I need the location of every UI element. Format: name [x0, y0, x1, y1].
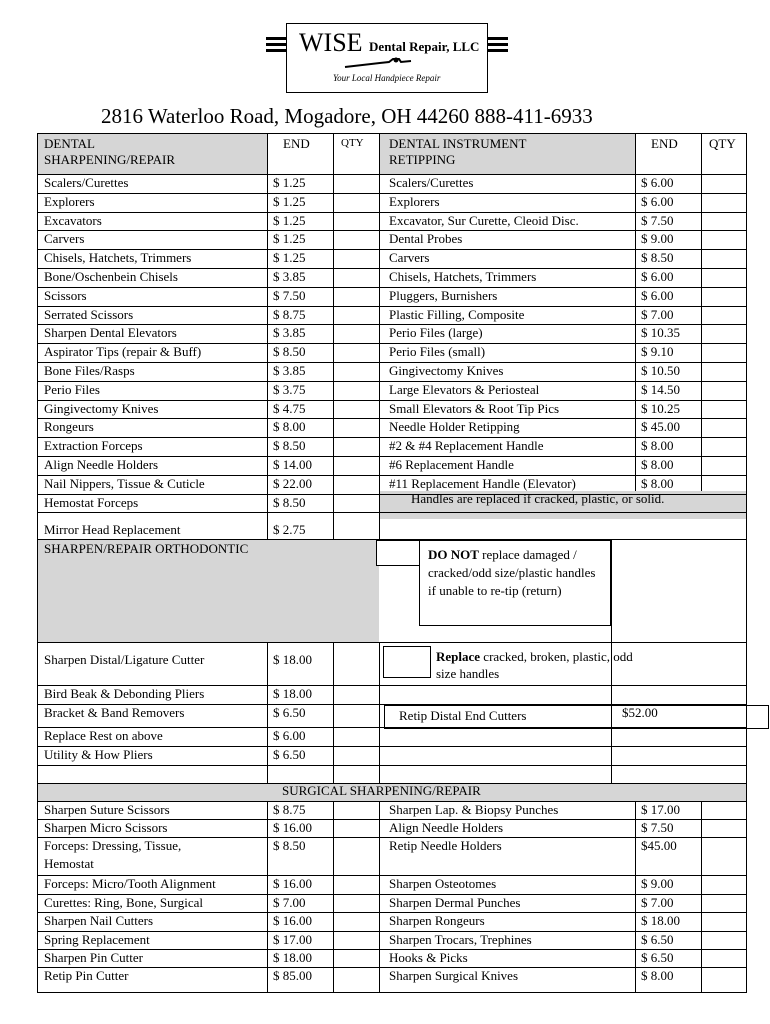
item-name: Bone/Oschenbein Chisels — [44, 269, 178, 284]
item-price: $ 7.00 — [641, 306, 674, 322]
item-name: Bracket & Band Removers — [44, 705, 185, 720]
item-price: $ 3.85 — [273, 269, 306, 284]
item-name: Extraction Forceps — [44, 438, 143, 454]
item-price: $ 8.50 — [273, 344, 306, 360]
item-price: $ 18.00 — [273, 652, 312, 667]
company-address: 2816 Waterloo Road, Mogadore, OH 44260 888-411-6933 — [101, 104, 593, 128]
column-divider — [267, 801, 268, 992]
item-price: $ 14.00 — [273, 457, 312, 472]
column-divider — [333, 801, 334, 992]
item-name: Hemostat — [44, 856, 94, 871]
item-name: Hooks & Picks — [389, 950, 468, 965]
logo-brand: WISE — [299, 28, 363, 57]
item-price: $ 6.00 — [641, 193, 674, 209]
row-divider — [38, 642, 746, 643]
item-price: $ 7.50 — [641, 820, 674, 835]
item-price: $ 4.75 — [273, 400, 306, 416]
item-price: $ 1.25 — [273, 231, 306, 247]
item-price: $45.00 — [641, 838, 677, 853]
item-name: Sharpen Micro Scissors — [44, 820, 168, 835]
item-name: Bird Beak & Debonding Pliers — [44, 686, 205, 701]
item-price: $ 8.50 — [641, 250, 674, 266]
item-name: #2 & #4 Replacement Handle — [389, 438, 544, 454]
logo-bar-left — [266, 49, 288, 52]
item-name: Sharpen Dental Elevators — [44, 325, 177, 341]
item-name: Chisels, Hatchets, Trimmers — [389, 269, 537, 284]
column-divider — [635, 134, 636, 491]
replace-note: Replace cracked, broken, plastic, odd size handles — [436, 649, 633, 681]
item-price: $ 22.00 — [273, 475, 312, 491]
item-price: $ 10.35 — [641, 325, 680, 341]
item-name: Large Elevators & Periosteal — [389, 381, 540, 397]
logo-bar-left — [266, 37, 288, 40]
header-end: END — [283, 136, 310, 151]
item-price: $ 6.50 — [273, 705, 306, 720]
item-name: Nail Nippers, Tissue & Cuticle — [44, 475, 205, 491]
item-name: Retip Distal End Cutters — [399, 708, 527, 723]
item-name: Utility & How Pliers — [44, 747, 153, 762]
checkbox-icon — [383, 646, 431, 678]
item-price: $52.00 — [622, 705, 658, 720]
item-price: $ 45.00 — [641, 419, 680, 435]
item-name: #6 Replacement Handle — [389, 457, 514, 472]
column-divider — [379, 642, 380, 783]
section-title: SHARPEN/REPAIR ORTHODONTIC — [44, 541, 249, 556]
item-price: $ 6.50 — [641, 932, 674, 947]
do-not-label: DO NOT — [428, 547, 479, 562]
item-price: $ 6.00 — [273, 728, 306, 743]
item-name: Perio Files — [44, 381, 100, 397]
item-name: Curettes: Ring, Bone, Surgical — [44, 895, 203, 910]
column-divider — [701, 801, 702, 992]
item-name: Rongeurs — [44, 419, 94, 435]
item-name: Small Elevators & Root Tip Pics — [389, 400, 560, 416]
item-name: Spring Replacement — [44, 932, 150, 947]
item-name: Perio Files (large) — [389, 325, 483, 341]
item-name: Align Needle Holders — [389, 820, 504, 835]
item-name: Sharpen Nail Cutters — [44, 913, 154, 928]
header-left-title: DENTAL — [44, 136, 95, 151]
item-name: Serrated Scissors — [44, 306, 134, 322]
item-name: Perio Files (small) — [389, 344, 486, 360]
item-name: Sharpen Suture Scissors — [44, 802, 170, 817]
item-price: $ 2.75 — [273, 522, 306, 537]
item-price: $ 7.50 — [641, 212, 674, 228]
item-price: $ 8.50 — [273, 838, 306, 853]
item-price: $ 1.25 — [273, 175, 306, 190]
item-name: Scalers/Curettes — [389, 175, 474, 190]
item-price: $ 8.50 — [273, 494, 306, 510]
item-name: Explorers — [389, 193, 440, 209]
item-price: $ 17.00 — [273, 932, 312, 947]
item-name: Forceps: Dressing, Tissue, — [44, 838, 182, 853]
item-price: $ 6.00 — [641, 287, 674, 303]
item-name: Align Needle Holders — [44, 457, 159, 472]
column-divider — [333, 134, 334, 539]
item-name: Plastic Filling, Composite — [389, 306, 525, 322]
column-divider — [379, 801, 380, 992]
item-name: Retip Needle Holders — [389, 838, 502, 853]
column-divider — [379, 134, 380, 539]
item-name: Sharpen Pin Cutter — [44, 950, 143, 965]
price-sheet — [37, 133, 747, 993]
row-divider — [38, 765, 746, 766]
item-price: $ 6.50 — [641, 950, 674, 965]
checkbox-icon — [376, 540, 420, 566]
item-name: Mirror Head Replacement — [44, 522, 181, 537]
item-price: $ 18.00 — [273, 686, 312, 701]
item-price: $ 1.25 — [273, 193, 306, 209]
column-divider — [267, 134, 268, 539]
item-price: $ 9.10 — [641, 344, 674, 360]
item-price: $ 10.25 — [641, 400, 680, 416]
column-divider — [333, 642, 334, 783]
logo-name — [299, 28, 479, 58]
item-price: $ 8.50 — [273, 438, 306, 454]
replace-label: Replace — [436, 649, 481, 664]
header-right-title: DENTAL INSTRUMENT — [389, 136, 527, 151]
item-price: $ 10.50 — [641, 363, 680, 378]
item-name: Carvers — [44, 231, 85, 247]
column-divider — [635, 801, 636, 992]
item-price: $ 17.00 — [641, 802, 680, 817]
item-name: Sharpen Dermal Punches — [389, 895, 521, 910]
item-price: $ 8.75 — [273, 306, 306, 322]
company-logo — [266, 23, 510, 93]
item-price: $ 7.00 — [641, 895, 674, 910]
item-name: Excavator, Sur Curette, Cleoid Disc. — [389, 212, 579, 228]
item-name: Forceps: Micro/Tooth Alignment — [44, 876, 216, 891]
item-name: Gingivectomy Knives — [389, 363, 504, 378]
item-name: Retip Pin Cutter — [44, 968, 129, 983]
item-name: Explorers — [44, 193, 95, 209]
item-price: $ 3.75 — [273, 381, 306, 397]
header-qty: QTY — [341, 137, 364, 149]
item-name: Gingivectomy Knives — [44, 400, 159, 416]
item-name: Sharpen Lap. & Biopsy Punches — [389, 802, 559, 817]
item-name: Sharpen Rongeurs — [389, 913, 485, 928]
item-price: $ 16.00 — [273, 913, 312, 928]
item-name: Dental Probes — [389, 231, 463, 247]
item-price: $ 85.00 — [273, 968, 312, 983]
item-price: $ 8.00 — [641, 457, 674, 472]
item-price: $ 7.00 — [273, 895, 306, 910]
item-price: $ 6.50 — [273, 747, 306, 762]
item-name: Sharpen Distal/Ligature Cutter — [44, 652, 205, 667]
item-name: Scissors — [44, 287, 87, 303]
column-divider — [267, 642, 268, 783]
logo-frame — [286, 23, 488, 93]
item-price: $ 1.25 — [273, 250, 306, 266]
item-name: Replace Rest on above — [44, 728, 163, 743]
item-name: Aspirator Tips (repair & Buff) — [44, 344, 202, 360]
item-price: $ 18.00 — [273, 950, 312, 965]
item-price: $ 8.00 — [641, 438, 674, 454]
do-not-note: DO NOT replace damaged / cracked/odd size/plastic handles if unable to re-tip (return) — [428, 547, 596, 598]
item-name: Sharpen Osteotomes — [389, 876, 497, 891]
logo-bar-left — [266, 43, 288, 46]
item-name: Hemostat Forceps — [44, 494, 139, 510]
item-name: Excavators — [44, 212, 102, 228]
item-price: $ 6.00 — [641, 175, 674, 190]
header-left-title: SHARPENING/REPAIR — [44, 152, 175, 167]
item-name: Pluggers, Burnishers — [389, 287, 498, 303]
item-name: Scalers/Curettes — [44, 175, 129, 190]
header-right-title: RETIPPING — [389, 152, 456, 167]
handpiece-icon — [343, 56, 413, 70]
item-price: $ 7.50 — [273, 287, 306, 303]
item-price: $ 14.50 — [641, 381, 680, 397]
item-price: $ 8.00 — [273, 419, 306, 435]
item-price: $ 9.00 — [641, 876, 674, 891]
logo-company: Dental Repair, LLC — [369, 39, 480, 54]
item-price: $ 8.00 — [641, 475, 674, 491]
item-price: $ 6.00 — [641, 269, 674, 284]
header-qty: QTY — [709, 136, 736, 151]
handles-note: Handles are replaced if cracked, plastic, or solid. — [411, 491, 665, 506]
item-price: $ 9.00 — [641, 231, 674, 247]
item-name: #11 Replacement Handle (Elevator) — [389, 475, 576, 491]
item-price: $ 3.85 — [273, 325, 306, 341]
item-price: $ 16.00 — [273, 876, 312, 891]
item-name: Sharpen Trocars, Trephines — [389, 932, 532, 947]
header-end: END — [651, 136, 678, 151]
item-price: $ 3.85 — [273, 363, 306, 378]
item-name: Sharpen Surgical Knives — [389, 968, 519, 983]
logo-tagline: Your Local Handpiece Repair — [333, 73, 441, 83]
item-name: Bone Files/Rasps — [44, 363, 135, 378]
section-title: SURGICAL SHARPENING/REPAIR — [282, 783, 481, 798]
item-price: $ 18.00 — [641, 913, 680, 928]
item-name: Carvers — [389, 250, 430, 266]
item-name: Chisels, Hatchets, Trimmers — [44, 250, 192, 266]
item-price: $ 8.00 — [641, 968, 674, 983]
column-divider — [701, 134, 702, 491]
item-name: Needle Holder Retipping — [389, 419, 520, 435]
item-price: $ 1.25 — [273, 212, 306, 228]
column-divider — [611, 539, 612, 783]
item-price: $ 8.75 — [273, 802, 306, 817]
row-divider — [38, 512, 746, 513]
item-price: $ 16.00 — [273, 820, 312, 835]
